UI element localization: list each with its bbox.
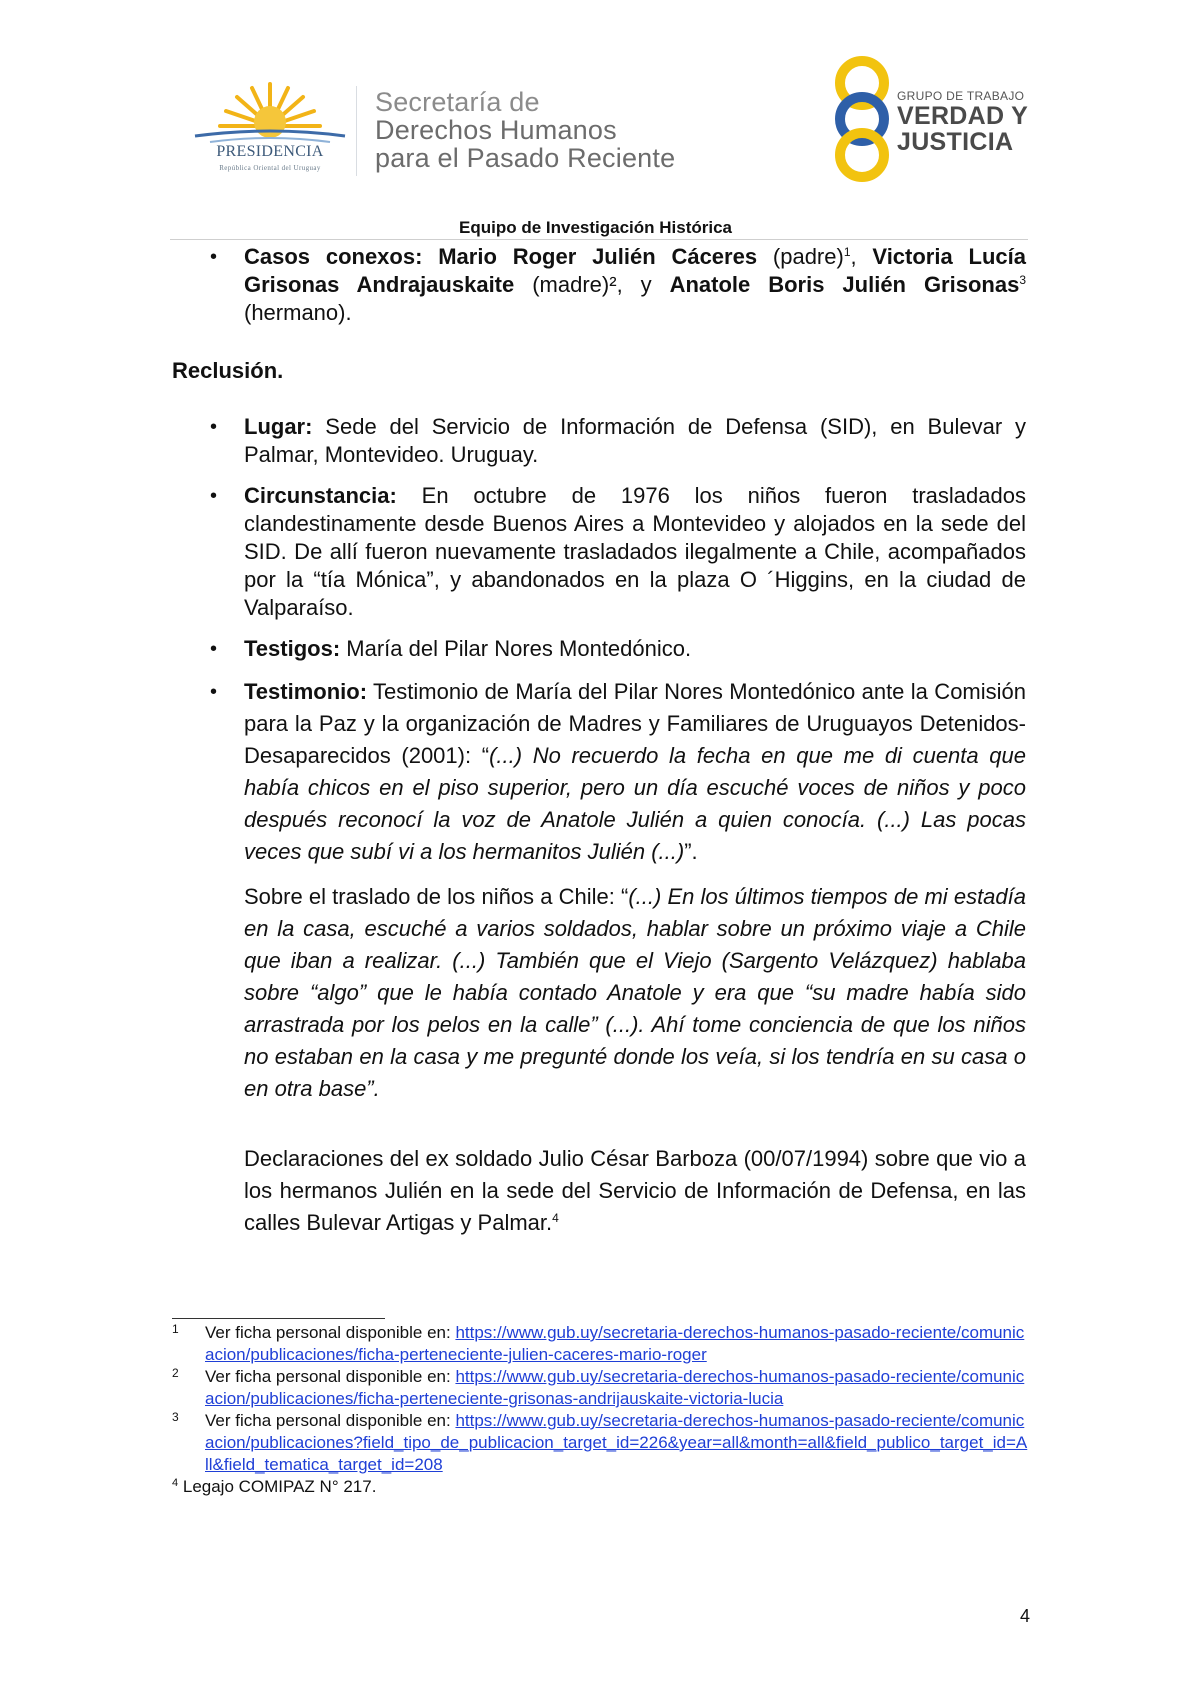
- declaraciones-paragraph: [172, 1143, 1026, 1239]
- circunstancia-text: En octubre de 1976 los niños fueron trasladados clandestinamente desde Buenos Aires a Montevideo y alojados en la sede del SID. De allí fueron nuevamente trasladados ilegalmente a Chile, acompañados por la “tía Mónica”, y abandonados en la plaza O ´Higgins, en la ciudad de Valparaíso.: [244, 483, 1026, 620]
- lugar-label: Lugar:: [244, 414, 313, 439]
- verdad-justicia-rings-icon: [820, 55, 900, 183]
- testigos-text: María del Pilar Nores Montedónico.: [346, 636, 692, 661]
- gt-line-2: JUSTICIA: [897, 128, 1014, 156]
- casos-conexos-item: [172, 243, 1026, 327]
- presidencia-name: PRESIDENCIA: [216, 143, 324, 160]
- footnote-link-2[interactable]: https://www.gub.uy/secretaria-derechos-humanos-pasado-reciente/comunicacion/publicaciones/ficha-perteneciente-grisonas-andrijauskaite-victoria-lucia: [205, 1367, 1025, 1408]
- lugar-text: Sede del Servicio de Información de Defensa (SID), en Bulevar y Palmar, Montevideo. Uruguay.: [244, 414, 1026, 467]
- footnote-2: [172, 1366, 1028, 1410]
- testimonio-item: [172, 676, 1026, 868]
- footnote-prefix: Ver ficha personal disponible en:: [205, 1323, 456, 1342]
- team-heading: Equipo de Investigación Histórica: [459, 218, 732, 237]
- footnote-1: [172, 1322, 1028, 1366]
- footnote-4: [172, 1476, 1028, 1498]
- traslado-quote: (...) En los últimos tiempos de mi estadía en la casa, escuché a varios soldados, hablar sobre un próximo viaje a Chile que iban a realizar. (...) También que el Viejo (Sargento Velázquez) hablaba sobre “algo” que le había contado Anatole y era que “su madre había sido arrastrada por los pelos en la calle” (...). Ahí tome conciencia de que los niños no estaban en la casa y me pregunté donde los veía, si los tendría en su casa o en otra base”.: [244, 884, 1026, 1101]
- gt-subtitle: GRUPO DE TRABAJO: [897, 89, 1025, 103]
- footnote-text-4: Legajo COMIPAZ N° 217.: [182, 1477, 377, 1496]
- declaraciones-text: Declaraciones del ex soldado Julio César Barboza (00/07/1994) sobre que vio a los hermanos Julién en la sede del Servicio de Información de Defensa, en las calles Bulevar Artigas y Palmar.: [244, 1146, 1026, 1235]
- testimonio-close: ”.: [684, 839, 698, 864]
- casos-list: [172, 243, 1026, 327]
- casos-separator-1: ,: [850, 244, 873, 269]
- footnote-ref-4: 4: [552, 1211, 559, 1225]
- secretaria-title: [375, 88, 675, 172]
- footnote-number: 1: [172, 1322, 179, 1336]
- header-divider: [356, 86, 357, 176]
- footnote-link-1[interactable]: https://www.gub.uy/secretaria-derechos-humanos-pasado-reciente/comunicacion/publicaciones/ficha-perteneciente-julien-caceres-mario-roger: [205, 1323, 1025, 1364]
- testimonio-label: Testimonio:: [244, 679, 368, 704]
- presidencia-subtitle: República Oriental del Uruguay: [219, 164, 321, 172]
- testigos-label: Testigos:: [244, 636, 341, 661]
- footnote-link-3[interactable]: https://www.gub.uy/secretaria-derechos-humanos-pasado-reciente/comunicacion/publicaciones?field_tipo_de_publicacion_target_id=226&year=all&month=all&field_publico_target_id=All&field_tematica_target_id=208: [205, 1411, 1028, 1474]
- header-rule: [170, 239, 1028, 240]
- testimonio-quote: (...) No recuerdo la fecha en que me di cuenta que había chicos en el piso superior, pero un día escuché voces de niños y poco después reconocí la voz de Anatole Julién a quien conocía. (...) Las pocas veces que subí vi a los hermanitos Julién (...): [244, 743, 1026, 864]
- casos-label: Casos conexos:: [244, 244, 423, 269]
- casos-rel-2: (madre)²: [532, 272, 617, 297]
- casos-name-3: Anatole Boris Julién Grisonas: [669, 272, 1020, 297]
- presidencia-logo: [190, 78, 360, 188]
- circunstancia-item: [172, 482, 1026, 622]
- verdad-justicia-wordmark: [897, 89, 1028, 155]
- footnote-3: [172, 1410, 1028, 1476]
- testimonio-intro: Testimonio de María del Pilar Nores Montedónico ante la Comisión para la Paz y la organización de Madres y Familiares de Uruguayos Detenidos-Desaparecidos (2001): “: [244, 679, 1027, 768]
- footnote-number: 3: [172, 1410, 179, 1424]
- secretaria-line-3: para el Pasado Reciente: [375, 143, 676, 173]
- traslado-paragraph: [172, 881, 1026, 1105]
- reclusion-heading: Reclusión.: [172, 358, 284, 383]
- casos-name-2: Victoria Lucía Grisonas Andrajauskaite: [244, 244, 1026, 297]
- casos-rel-1: (padre): [772, 244, 844, 269]
- footnote-prefix: Ver ficha personal disponible en:: [205, 1367, 456, 1386]
- footnote-rule: [172, 1318, 385, 1319]
- document-body: [172, 243, 1026, 1239]
- footnotes: [172, 1322, 1028, 1498]
- gt-line-1: VERDAD Y: [897, 102, 1029, 130]
- footnote-ref-1: 1: [843, 245, 851, 259]
- sun-emblem-icon: [190, 78, 350, 148]
- circunstancia-label: Circunstancia:: [244, 483, 397, 508]
- footnote-ref-3: 3: [1019, 273, 1026, 287]
- lugar-item: [172, 413, 1026, 469]
- secretaria-line-2: Derechos Humanos: [375, 115, 617, 145]
- footnote-number: 2: [172, 1366, 179, 1380]
- casos-separator-2: , y: [616, 272, 670, 297]
- reclusion-list: [172, 413, 1026, 868]
- testigos-item: [172, 635, 1026, 663]
- footnote-number: 4: [172, 1477, 179, 1489]
- traslado-intro: Sobre el traslado de los niños a Chile: “: [244, 884, 629, 909]
- footnote-prefix: Ver ficha personal disponible en:: [205, 1411, 456, 1430]
- page-number: 4: [1020, 1606, 1031, 1626]
- casos-name-1: Mario Roger Julién Cáceres: [438, 244, 758, 269]
- secretaria-line-1: Secretaría de: [375, 87, 540, 117]
- casos-rel-3: (hermano).: [244, 300, 352, 325]
